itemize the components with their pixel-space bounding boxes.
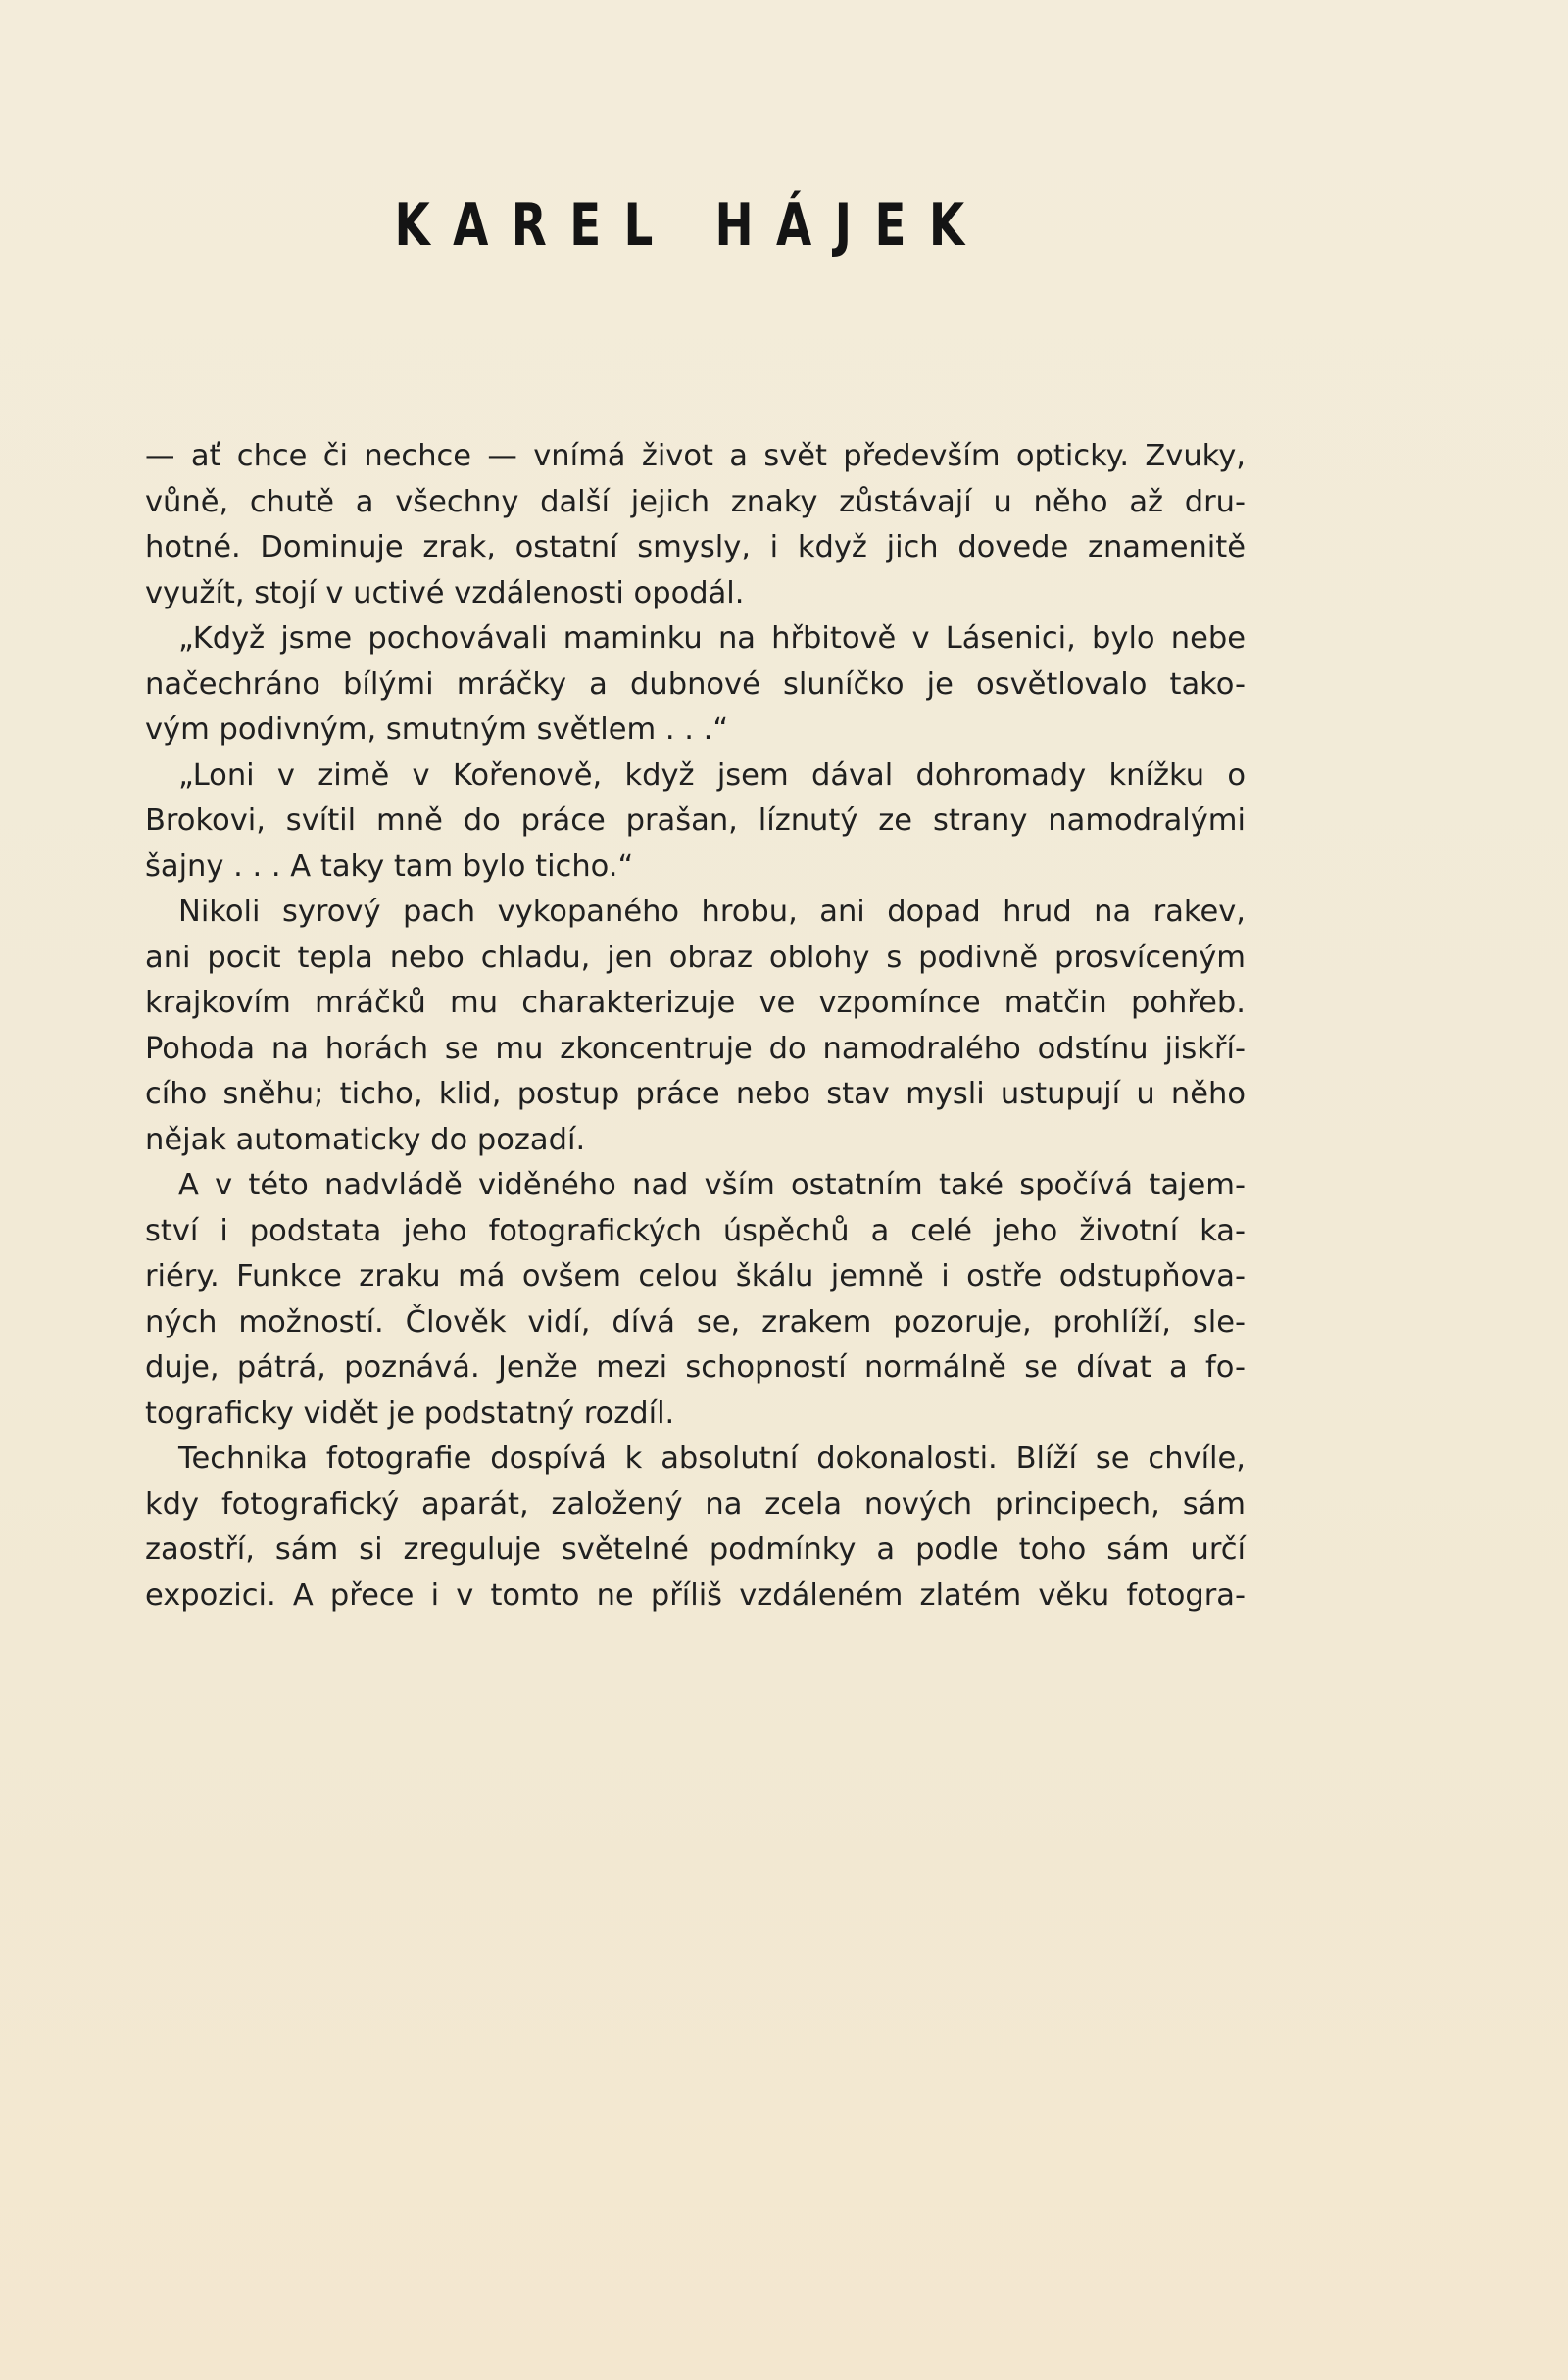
text-line: vým podivným, smutným světlem . . .“	[145, 712, 729, 747]
text-line: — ať chce či nechce — vnímá život a svět především opticky. Zvuky,	[145, 439, 1246, 473]
text-line: ných možností. Člověk vidí, dívá se, zrakem pozoruje, prohlíží, sle-	[145, 1304, 1246, 1339]
page-title: KAREL HÁJEK	[394, 191, 988, 260]
text-line: šajny . . . A taky tam bylo ticho.“	[145, 849, 634, 884]
text-line: Nikoli syrový pach vykopaného hrobu, ani dopad hrud na rakev,	[178, 895, 1246, 929]
paragraph-2	[145, 616, 1246, 753]
text-line: ství i podstata jeho fotografických úspěchů a celé jeho životní ka-	[145, 1213, 1246, 1248]
text-line: hotné. Dominuje zrak, ostatní smysly, i když jich dovede znamenitě	[145, 530, 1246, 564]
paragraph-6	[145, 1436, 1246, 1619]
text-line: riéry. Funkce zraku má ovšem celou škálu jemně i ostře odstupňova-	[145, 1259, 1246, 1293]
paragraph-1	[145, 434, 1246, 616]
text-line: nějak automaticky do pozadí.	[145, 1122, 586, 1157]
text-line: A v této nadvládě viděného nad vším ostatním také spočívá tajem-	[178, 1168, 1246, 1202]
text-line: tograficky vidět je podstatný rozdíl.	[145, 1395, 675, 1431]
text-line: „Když jsme pochovávali maminku na hřbitově v Lásenici, bylo nebe	[178, 621, 1246, 656]
text-line: ani pocit tepla nebo chladu, jen obraz oblohy s podivně prosvíceným	[145, 940, 1246, 975]
text-line: kdy fotografický aparát, založený na zcela nových principech, sám	[145, 1486, 1246, 1522]
text-line: Technika fotografie dospívá k absolutní dokonalosti. Blíží se chvíle,	[178, 1441, 1246, 1476]
text-line: Brokovi, svítil mně do práce prašan, líznutý ze strany namodralými	[145, 803, 1246, 838]
text-line: expozici. A přece i v tomto ne příliš vzdáleném zlatém věku fotogra-	[145, 1578, 1246, 1613]
text-line: zaostří, sám si zreguluje světelné podmínky a podle toho sám určí	[145, 1532, 1246, 1567]
text-line: načechráno bílými mráčky a dubnové sluníčko je osvětlovalo tako-	[145, 666, 1246, 702]
text-line: vůně, chutě a všechny další jejich znaky zůstávají u něho až dru-	[145, 484, 1246, 519]
text-line: „Loni v zimě v Kořenově, když jsem dával dohromady knížku o	[178, 757, 1246, 793]
text-line: využít, stojí v uctivé vzdálenosti opodál.	[145, 575, 745, 610]
text-line: cího sněhu; ticho, klid, postup práce nebo stav mysli ustupují u něho	[145, 1077, 1246, 1111]
body-text	[145, 434, 1246, 1619]
paragraph-4	[145, 890, 1246, 1163]
text-line: Pohoda na horách se mu zkoncentruje do namodralého odstínu jiskří-	[145, 1031, 1246, 1066]
text-line: krajkovím mráčků mu charakterizuje ve vzpomínce matčin pohřeb.	[145, 986, 1246, 1020]
paragraph-3	[145, 753, 1246, 891]
text-line: duje, pátrá, poznává. Jenže mezi schopností normálně se dívat a fo-	[145, 1350, 1246, 1384]
paragraph-5	[145, 1163, 1246, 1436]
